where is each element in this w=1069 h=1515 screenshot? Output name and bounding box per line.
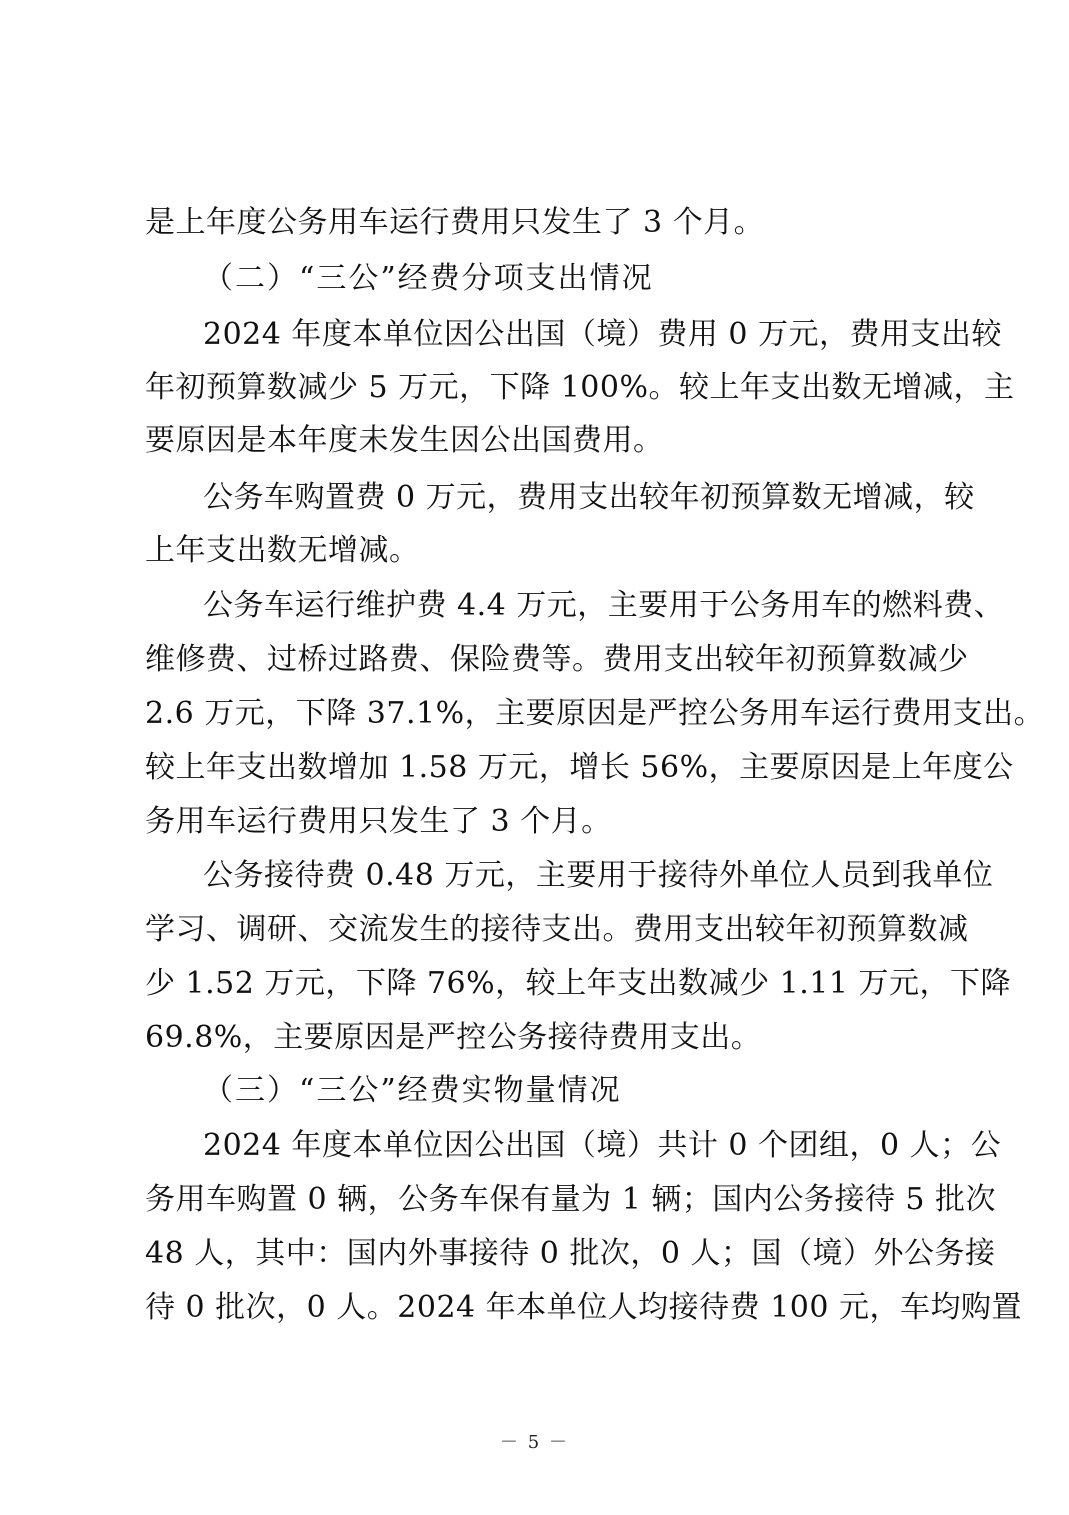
section-heading-3: （三）“三公”经费实物量情况 xyxy=(203,1073,622,1108)
paragraph-line: 要原因是本年度未发生因公出国费用。 xyxy=(145,423,664,458)
paragraph-line: 务用车购置 0 辆，公务车保有量为 1 辆；国内公务接待 5 批次 xyxy=(145,1182,996,1217)
paragraph-line: 学习、调研、交流发生的接待支出。费用支出较年初预算数减 xyxy=(145,912,969,947)
paragraph-line: 公务接待费 0.48 万元，主要用于接待外单位人员到我单位 xyxy=(203,858,994,893)
paragraph-line: 69.8%，主要原因是严控公务接待费用支出。 xyxy=(145,1020,762,1055)
paragraph-line: 2024 年度本单位因公出国（境）共计 0 个团组，0 人；公 xyxy=(203,1128,1002,1163)
paragraph-line: 公务车运行维护费 4.4 万元，主要用于公务用车的燃料费、 xyxy=(203,588,1005,623)
paragraph-line: 较上年支出数增加 1.58 万元，增长 56%，主要原因是上年度公 xyxy=(145,750,1014,785)
paragraph-line: 48 人，其中：国内外事接待 0 批次，0 人；国（境）外公务接 xyxy=(145,1236,996,1271)
paragraph-line: 上年支出数无增减。 xyxy=(145,533,420,568)
paragraph-line: 待 0 批次，0 人。2024 年本单位人均接待费 100 元，车均购置 xyxy=(145,1290,1022,1325)
paragraph-line: 2024 年度本单位因公出国（境）费用 0 万元，费用支出较 xyxy=(203,317,1003,352)
paragraph-line: 公务车购置费 0 万元，费用支出较年初预算数无增减，较 xyxy=(203,480,975,515)
paragraph-line: 少 1.52 万元，下降 76%，较上年支出数减少 1.11 万元，下降 xyxy=(145,966,1011,1001)
page-number: － 5 － xyxy=(500,1432,569,1453)
paragraph-line: 务用车运行费用只发生了 3 个月。 xyxy=(145,804,612,839)
paragraph-line: 年初预算数减少 5 万元，下降 100%。较上年支出数无增减，主 xyxy=(145,370,1015,405)
section-heading-2: （二）“三公”经费分项支出情况 xyxy=(203,261,654,296)
paragraph-line: 是上年度公务用车运行费用只发生了 3 个月。 xyxy=(145,205,765,240)
paragraph-line: 2.6 万元，下降 37.1%，主要原因是严控公务用车运行费用支出。 xyxy=(145,696,1045,731)
paragraph-line: 维修费、过桥过路费、保险费等。费用支出较年初预算数减少 xyxy=(145,642,969,677)
